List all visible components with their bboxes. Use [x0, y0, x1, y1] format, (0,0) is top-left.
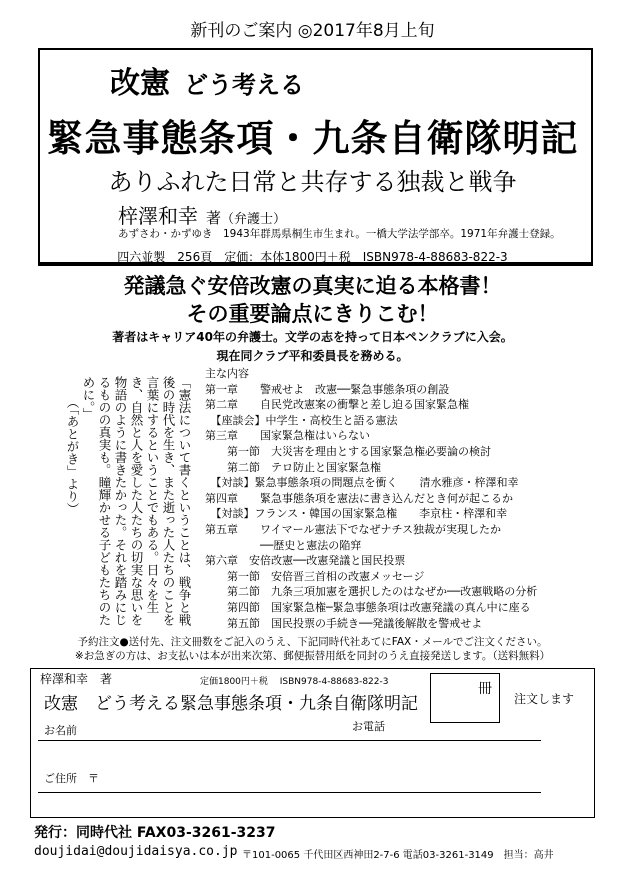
box-divider [38, 264, 593, 266]
form-price-isbn: 定価1800円＋税 ISBN978-4-88683-822-3 [200, 677, 389, 687]
toc-line: 第一章 警戒せよ 改憲──緊急事態条項の創設 [205, 382, 450, 396]
afterword-quote [62, 376, 192, 636]
toc-line: 第二節 テロ防止と国家緊急権 [205, 460, 381, 474]
publisher-info: 発行：同時代社 FAX03-3261-3237 [34, 825, 276, 841]
catchphrase-2: その重要論点にきりこむ！ [186, 302, 439, 326]
book-specs: 四六並製 256頁 定価：本体1800円＋税 ISBN978-4-88683-822-3 [117, 250, 508, 264]
author-bio: あずさわ・かずゆき 1943年群馬県桐生市生まれ。一橋大学法学部卒。1971年弁護士登録。 [118, 228, 561, 240]
name-phone-field-line[interactable] [38, 740, 541, 741]
toc-line: 第一節 安倍晋三首相の改憲メッセージ [205, 569, 425, 583]
toc-line: 第一節 大災害を理由とする国家緊急権必要論の検討 [205, 444, 491, 458]
author-line [118, 200, 286, 229]
form-author: 梓澤和幸 著 [40, 672, 113, 686]
book-title-main: 改憲 [110, 66, 170, 101]
toc-line: 第六章 安倍改憲──改憲発議と国民投票 [205, 554, 406, 568]
catchphrase-1: 発議急ぐ安倍改憲の真実に迫る本格書！ [123, 274, 502, 298]
toc-line: 第二節 九条三項加憲を選択したのはなぜか──改憲戦略の分析 [205, 585, 538, 599]
order-instruction-1: 予約注文●送付先、注文冊数をご記入のうえ、下記同時代社あてにFAX・メールでご注文ください。 [77, 636, 548, 648]
publisher-email: doujidai@doujidaisya.co.jp [34, 844, 238, 859]
author-note-1: 著者はキャリア40年の弁護士。文学の志を持って日本ペンクラブに入会。 [112, 330, 513, 344]
address-label: ご住所 〒 [44, 772, 99, 785]
address-field-line[interactable] [38, 792, 541, 793]
publisher-address: 〒101-0065 千代田区西神田2-7-6 電話03-3261-3149 担当：高井 [242, 850, 554, 861]
quantity-label: 注文します [514, 692, 575, 706]
book-title-sub: どう考える [184, 71, 304, 99]
toc-line: 第四節 国家緊急権─緊急事態条項は改憲発議の真ん中に座る [205, 600, 531, 614]
book-subtitle: ありふれた日常と共存する独裁と戦争 [108, 168, 517, 196]
toc-line: 【対談】フランス・韓国の国家緊急権 李京柱・梓澤和幸 [205, 507, 508, 521]
toc-line: 第三章 国家緊急権はいらない [205, 429, 370, 443]
toc-line: 第五章 ワイマール憲法下でなぜナチス独裁が実現したか [205, 522, 502, 536]
toc-heading: 主な内容 [205, 367, 249, 380]
name-label: お名前 [44, 724, 77, 737]
book-title-line1 [110, 58, 304, 102]
author-note-2: 現在同クラブ平和委員長を務める。 [216, 349, 409, 363]
phone-label: お電話 [352, 720, 385, 733]
quantity-unit: 冊 [478, 681, 492, 697]
toc-line: 第二章 自民党改憲案の衝撃と差し迫る国家緊急権 [205, 398, 469, 412]
order-instruction-2: ※お急ぎの方は、お支払いは本が出来次第、郵便振替用紙を同封のうえ直接発送します。（送料無料） [74, 650, 551, 662]
author-role: 著 [206, 209, 222, 227]
book-title-line2: 緊急事態条項・九条自衛隊明記 [46, 117, 579, 160]
author-name: 梓澤和幸 [118, 204, 198, 228]
table-of-contents [205, 366, 595, 631]
toc-line: 第五節 国民投票の手続き──発議後解散を警戒せよ [205, 616, 483, 630]
toc-line: ──歴史と憲法の陥穽 [205, 538, 362, 552]
toc-line: 【対談】緊急事態条項の問題点を衝く 清水雅彦・梓澤和幸 [205, 476, 519, 490]
toc-line: 第四章 緊急事態条項を憲法に書き込んだとき何が起こるか [205, 491, 513, 505]
announcement-header: 新刊のご案内 ◎2017年8月上旬 [190, 21, 435, 41]
toc-line: 【座談会】中学生・高校生と語る憲法 [205, 413, 398, 427]
form-book-title: 改憲 どう考える緊急事態条項・九条自衛隊明記 [44, 694, 418, 714]
author-credential: （弁護士） [221, 212, 287, 227]
quote-text: 「憲法について書くということは、戦争と戦後の時代を生き、また逝った人たちのことを言葉にするということでもある。日々を生き、自然と人を愛した人たちの切実な思いを物語のように書きたかった。それを踏みにじるものの真実も。瞳輝かせる子どもたちのために。」 [81, 376, 192, 626]
quote-citation: （「あとがき」より） [65, 396, 80, 515]
